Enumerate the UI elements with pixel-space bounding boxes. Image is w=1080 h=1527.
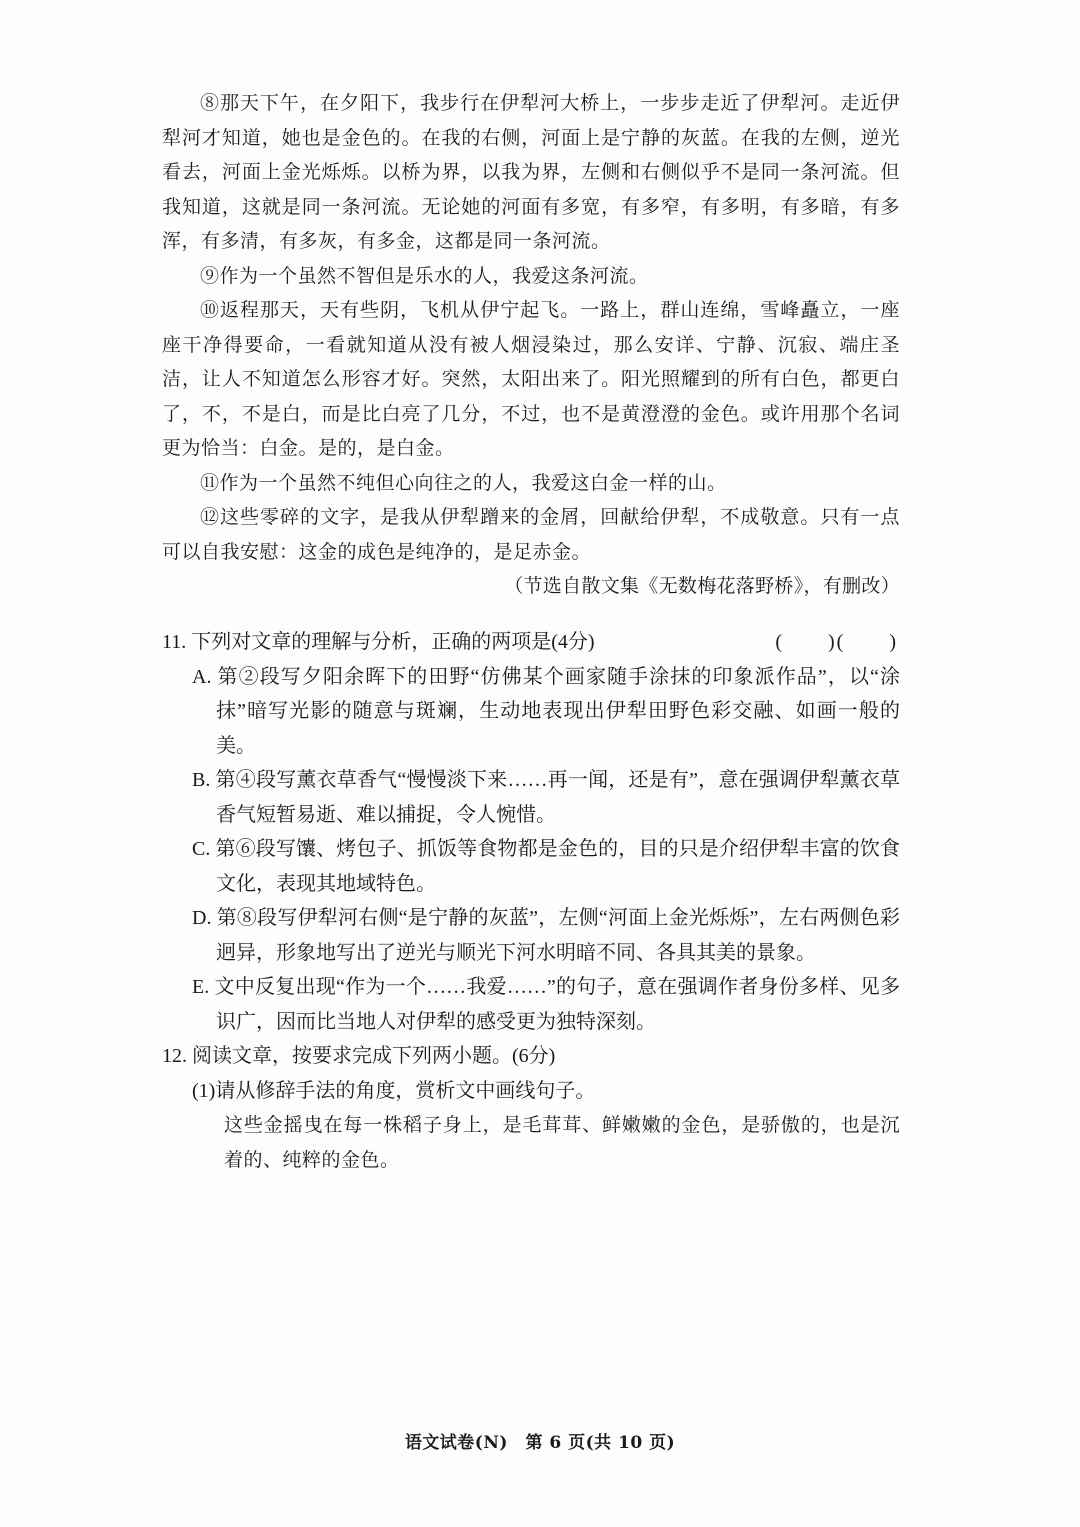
paragraph-8: ⑧那天下午，在夕阳下，我步行在伊犁河大桥上，一步步走近了伊犁河。走近伊犁河才知道，她也是金色的。在我的右侧，河面上是宁静的灰蓝。在我的左侧，逆光看去，河面上金光烁烁。以桥为界，以我为界，左侧和右侧似乎不是同一条河流。但我知道，这就是同一条河流。无论她的河面有多宽，有多窄，有多明，有多暗，有多浑，有多清，有多灰，有多金，这都是同一条河流。 <box>162 92 900 252</box>
questions-section <box>162 625 900 1177</box>
option-d <box>192 901 900 970</box>
option-c-text: C. 第⑥段写馕、烤包子、抓饭等食物都是金色的，目的只是介绍伊犁丰富的饮食文化，表现其地域特色。 <box>192 838 900 895</box>
question-12-sub-1: (1)请从修辞手法的角度，赏析文中画线句子。 <box>192 1079 596 1102</box>
option-c <box>192 832 900 901</box>
paragraph-12: ⑫这些零碎的文字，是我从伊犁蹭来的金屑，回献给伊犁，不成敬意。只有一点可以自我安慰：这金的成色是纯净的，是足赤金。 <box>162 506 900 563</box>
option-a-text: A. 第②段写夕阳余晖下的田野“仿佛某个画家随手涂抹的印象派作品”，以“涂抹”暗写光影的随意与斑斓，生动地表现出伊犁田野色彩交融、如画一般的美。 <box>192 665 900 757</box>
option-e-text: E. 文中反复出现“作为一个……我爱……”的句子，意在强调作者身份多样、见多识广，因而比当地人对伊犁的感受更为独特深刻。 <box>192 976 900 1033</box>
option-b-text: B. 第④段写薰衣草香气“慢慢淡下来……再一闻，还是有”，意在强调伊犁薰衣草香气短暂易逝、难以捕捉，令人惋惜。 <box>192 769 900 826</box>
underlined-sentence-quote: 这些金摇曳在每一株稻子身上，是毛茸茸、鲜嫩嫩的金色，是骄傲的，也是沉着的、纯粹的金色。 <box>224 1114 900 1171</box>
option-b <box>192 763 900 832</box>
paragraph-9: ⑨作为一个虽然不智但是乐水的人，我爱这条河流。 <box>200 264 649 287</box>
paragraph-11: ⑪作为一个虽然不纯但心向往之的人，我爱这白金一样的山。 <box>200 471 727 494</box>
question-11-text: 11. 下列对文章的理解与分析，正确的两项是(4分) <box>162 631 595 653</box>
option-d-text: D. 第⑧段写伊犁河右侧“是宁静的灰蓝”，左侧“河面上金光烁烁”，左右两侧色彩迥异，形象地写出了逆光与顺光下河水明暗不同、各具其美的景象。 <box>192 907 900 964</box>
option-a <box>192 660 900 764</box>
reading-passage <box>162 86 900 604</box>
page-footer: 语文试卷(N) 第 6 页(共 10 页) <box>404 1433 676 1453</box>
question-11-answer-blank[interactable]: ( )( ) <box>775 631 898 653</box>
question-11-stem <box>162 625 900 660</box>
paragraph-10: ⑩返程那天，天有些阴，飞机从伊宁起飞。一路上，群山连绵，雪峰矗立，一座座干净得要命，一看就知道从没有被人烟浸染过，那么安详、宁静、沉寂、端庄圣洁，让人不知道怎么形容才好。突然，太阳出来了。阳光照耀到的所有白色，都更白了，不，不是白，而是比白亮了几分，不过，也不是黄澄澄的金色。或许用那个名词更为恰当：白金。是的，是白金。 <box>162 299 900 459</box>
question-12-stem: 12. 阅读文章，按要求完成下列两小题。(6分) <box>162 1045 556 1067</box>
option-e <box>192 970 900 1039</box>
source-note: （节选自散文集《无数梅花落野桥》，有删改） <box>504 575 900 597</box>
